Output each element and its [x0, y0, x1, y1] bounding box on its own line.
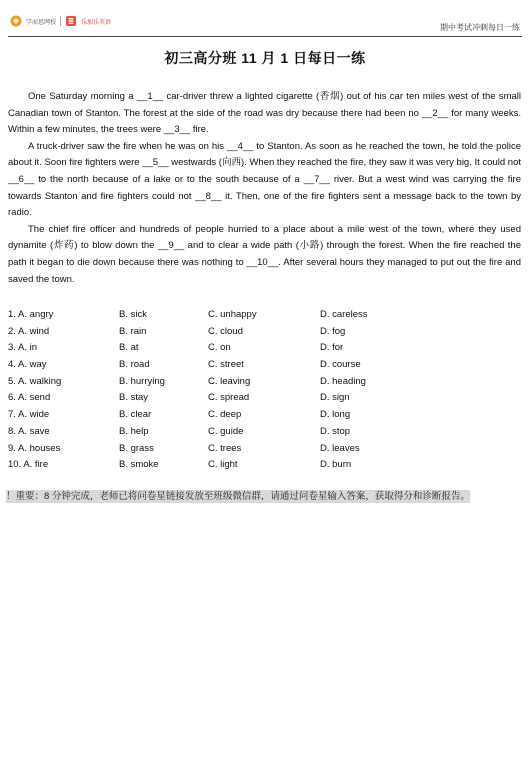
- question-row-5: [8, 374, 521, 391]
- option-c: C. trees: [208, 442, 242, 454]
- option-a: 1. A. angry: [8, 309, 54, 320]
- header-subtitle: 期中考试冲刺每日一练: [440, 23, 520, 32]
- question-row-1: [8, 307, 521, 324]
- logo-text-left: 学而思网校: [26, 19, 57, 26]
- option-b: B. stay: [119, 392, 149, 404]
- option-b: B. smoke: [119, 459, 159, 471]
- option-b: B. road: [119, 359, 150, 371]
- logo-text-right: 乐加乐英语: [81, 19, 112, 26]
- option-d: D. for: [320, 342, 344, 354]
- option-b: B. hurrying: [119, 375, 165, 387]
- option-a: 10. A. fire: [8, 459, 49, 471]
- passage-paragraph-1: One Saturday morning a __1__ car-driver threw a lighted cigarette (香烟) out of his car ten miles west of the small Canadian town of Stanton. The forest at the side of the road was dry because there had been no __2__ for many weeks. Within a few minutes, the trees were __3__ fire.: [8, 91, 521, 136]
- question-row-4: [8, 357, 521, 374]
- option-d: D. heading: [320, 375, 366, 387]
- option-b: B. grass: [119, 442, 154, 454]
- option-d: D. course: [320, 359, 361, 371]
- question-row-6: [8, 390, 521, 407]
- english-logo-icon: [65, 15, 77, 27]
- school-logo-icon: [10, 15, 22, 27]
- option-d: D. leaves: [320, 442, 360, 454]
- page-title: 初三高分班 11 月 1 日每日一练: [164, 50, 366, 66]
- passage-paragraph-3: The chief fire officer and hundreds of people hurried to a place about a mile west of the town, where they used dynamite (炸药) to blow down the __9__ and to clear a wide path (小路) through the forest. When the fire reached the path it began to die down because there was nothing to __10__. After several hours they managed to put out the fire and saved the town.: [8, 223, 521, 285]
- question-row-7: [8, 407, 521, 424]
- option-d: D. careless: [320, 309, 368, 320]
- option-b: B. clear: [119, 409, 152, 421]
- question-row-8: [8, 424, 521, 441]
- passage-paragraph-2: A truck-driver saw the fire when he was on his __4__ to Stanton. As soon as he reached the town, he told the police about it. Soon fire fighters were __5__ westwards (向西). When they reached the fire, they saw it was very big. It could not __6__ to the north because of a lake or to the south because of a __7__ river. But a west wind was carrying the fire towards Stanton and fire fighters could not __8__ it. Then, one of the fire fighters sent a message back to the town by radio.: [8, 140, 521, 219]
- option-a: 3. A. in: [8, 342, 38, 354]
- important-notice: [6, 489, 524, 505]
- option-c: C. cloud: [208, 325, 243, 337]
- option-d: D. stop: [320, 425, 351, 437]
- option-b: B. at: [119, 342, 139, 354]
- option-c: C. street: [208, 359, 244, 371]
- option-a: 2. A. wind: [8, 325, 50, 337]
- option-d: D. sign: [320, 392, 350, 404]
- question-row-2: [8, 324, 521, 341]
- option-c: C. leaving: [208, 375, 251, 387]
- option-a: 8. A. save: [8, 425, 50, 437]
- answer-options: [8, 307, 521, 474]
- option-a: 6. A. send: [8, 392, 51, 404]
- logo-group: [10, 15, 111, 27]
- option-c: C. on: [208, 342, 231, 354]
- option-d: D. fog: [320, 325, 346, 337]
- question-row-9: [8, 441, 521, 458]
- option-c: C. guide: [208, 425, 244, 437]
- option-c: C. light: [208, 459, 238, 471]
- option-b: B. help: [119, 425, 149, 437]
- option-a: 5. A. walking: [8, 375, 62, 387]
- option-b: B. rain: [119, 325, 147, 337]
- option-b: B. sick: [119, 309, 147, 320]
- option-c: C. deep: [208, 409, 242, 421]
- notice-text: ！重要：8 分钟完成，老师已将问卷星链接发放至班级微信群，请通过问卷星输入答案，获取得分和诊断报告。: [6, 491, 470, 502]
- question-row-10: [8, 457, 521, 474]
- option-a: 4. A. way: [8, 359, 47, 371]
- option-c: C. unhappy: [208, 309, 257, 320]
- question-row-3: [8, 340, 521, 357]
- page-header: [8, 14, 522, 37]
- reading-passage: [8, 89, 521, 288]
- option-a: 9. A. houses: [8, 442, 61, 454]
- option-c: C. spread: [208, 392, 250, 404]
- option-d: D. burn: [320, 459, 352, 471]
- option-a: 7. A. wide: [8, 409, 50, 421]
- option-d: D. long: [320, 409, 351, 421]
- logo-divider: [60, 16, 61, 26]
